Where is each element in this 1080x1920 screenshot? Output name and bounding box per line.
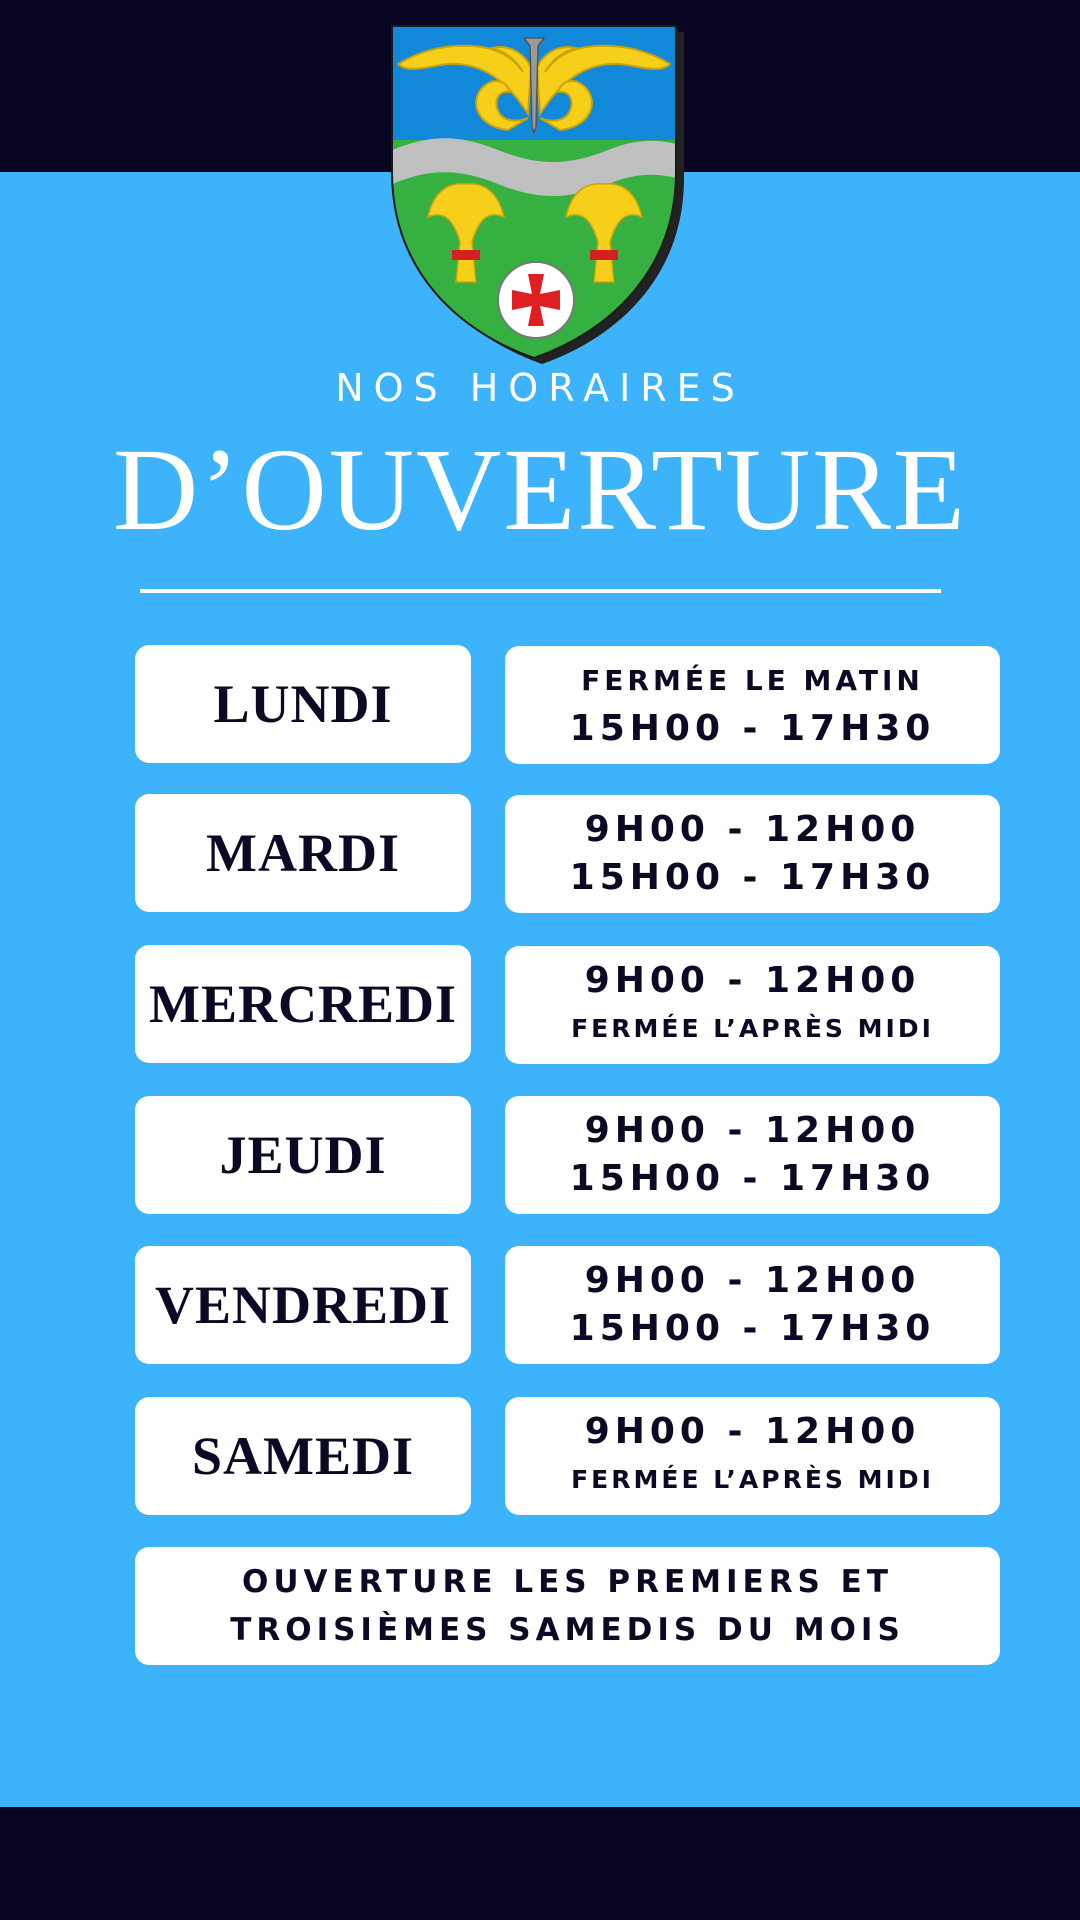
day-label: MARDI [206,823,400,883]
hours-box-samedi [505,1397,1000,1515]
hours-box-jeudi [505,1096,1000,1214]
hours-line: 15H00 - 17H30 [569,1308,936,1349]
day-label: VENDREDI [154,1275,452,1335]
hours-box-lundi [505,646,1000,764]
page-title: D’OUVERTURE [113,424,967,555]
day-label: LUNDI [213,674,393,734]
hours-line: 15H00 - 17H30 [569,1158,936,1199]
hours-box-mercredi [505,946,1000,1064]
coat-of-arms-icon [388,22,692,364]
day-box-vendredi [135,1246,471,1364]
hours-line: 15H00 - 17H30 [569,857,936,898]
day-box-jeudi [135,1096,471,1214]
note-box [135,1547,1000,1665]
day-label: MERCREDI [148,974,457,1034]
hours-line: FERMÉE L’APRÈS MIDI [571,1465,934,1494]
day-box-samedi [135,1397,471,1515]
hours-line: 9H00 - 12H00 [584,809,921,850]
day-box-mardi [135,794,471,912]
bottom-band [0,1807,1080,1920]
hours-line: 9H00 - 12H00 [584,1110,921,1151]
day-box-lundi [135,645,471,763]
subtitle: NOS HORAIRES [335,366,745,410]
hours-line: FERMÉE LE MATIN [581,664,924,697]
day-label: JEUDI [219,1125,387,1185]
hours-box-mardi [505,795,1000,913]
hours-line: 15H00 - 17H30 [569,708,936,749]
note-line: TROISIÈMES SAMEDIS DU MOIS [230,1612,905,1648]
hours-box-vendredi [505,1246,1000,1364]
hours-line: FERMÉE L’APRÈS MIDI [571,1014,934,1043]
day-label: SAMEDI [191,1426,415,1486]
divider [140,589,941,593]
hours-line: 9H00 - 12H00 [584,1260,921,1301]
hours-line: 9H00 - 12H00 [584,960,921,1001]
day-box-mercredi [135,945,471,1063]
note-line: OUVERTURE LES PREMIERS ET [241,1564,894,1600]
hours-line: 9H00 - 12H00 [584,1411,921,1452]
